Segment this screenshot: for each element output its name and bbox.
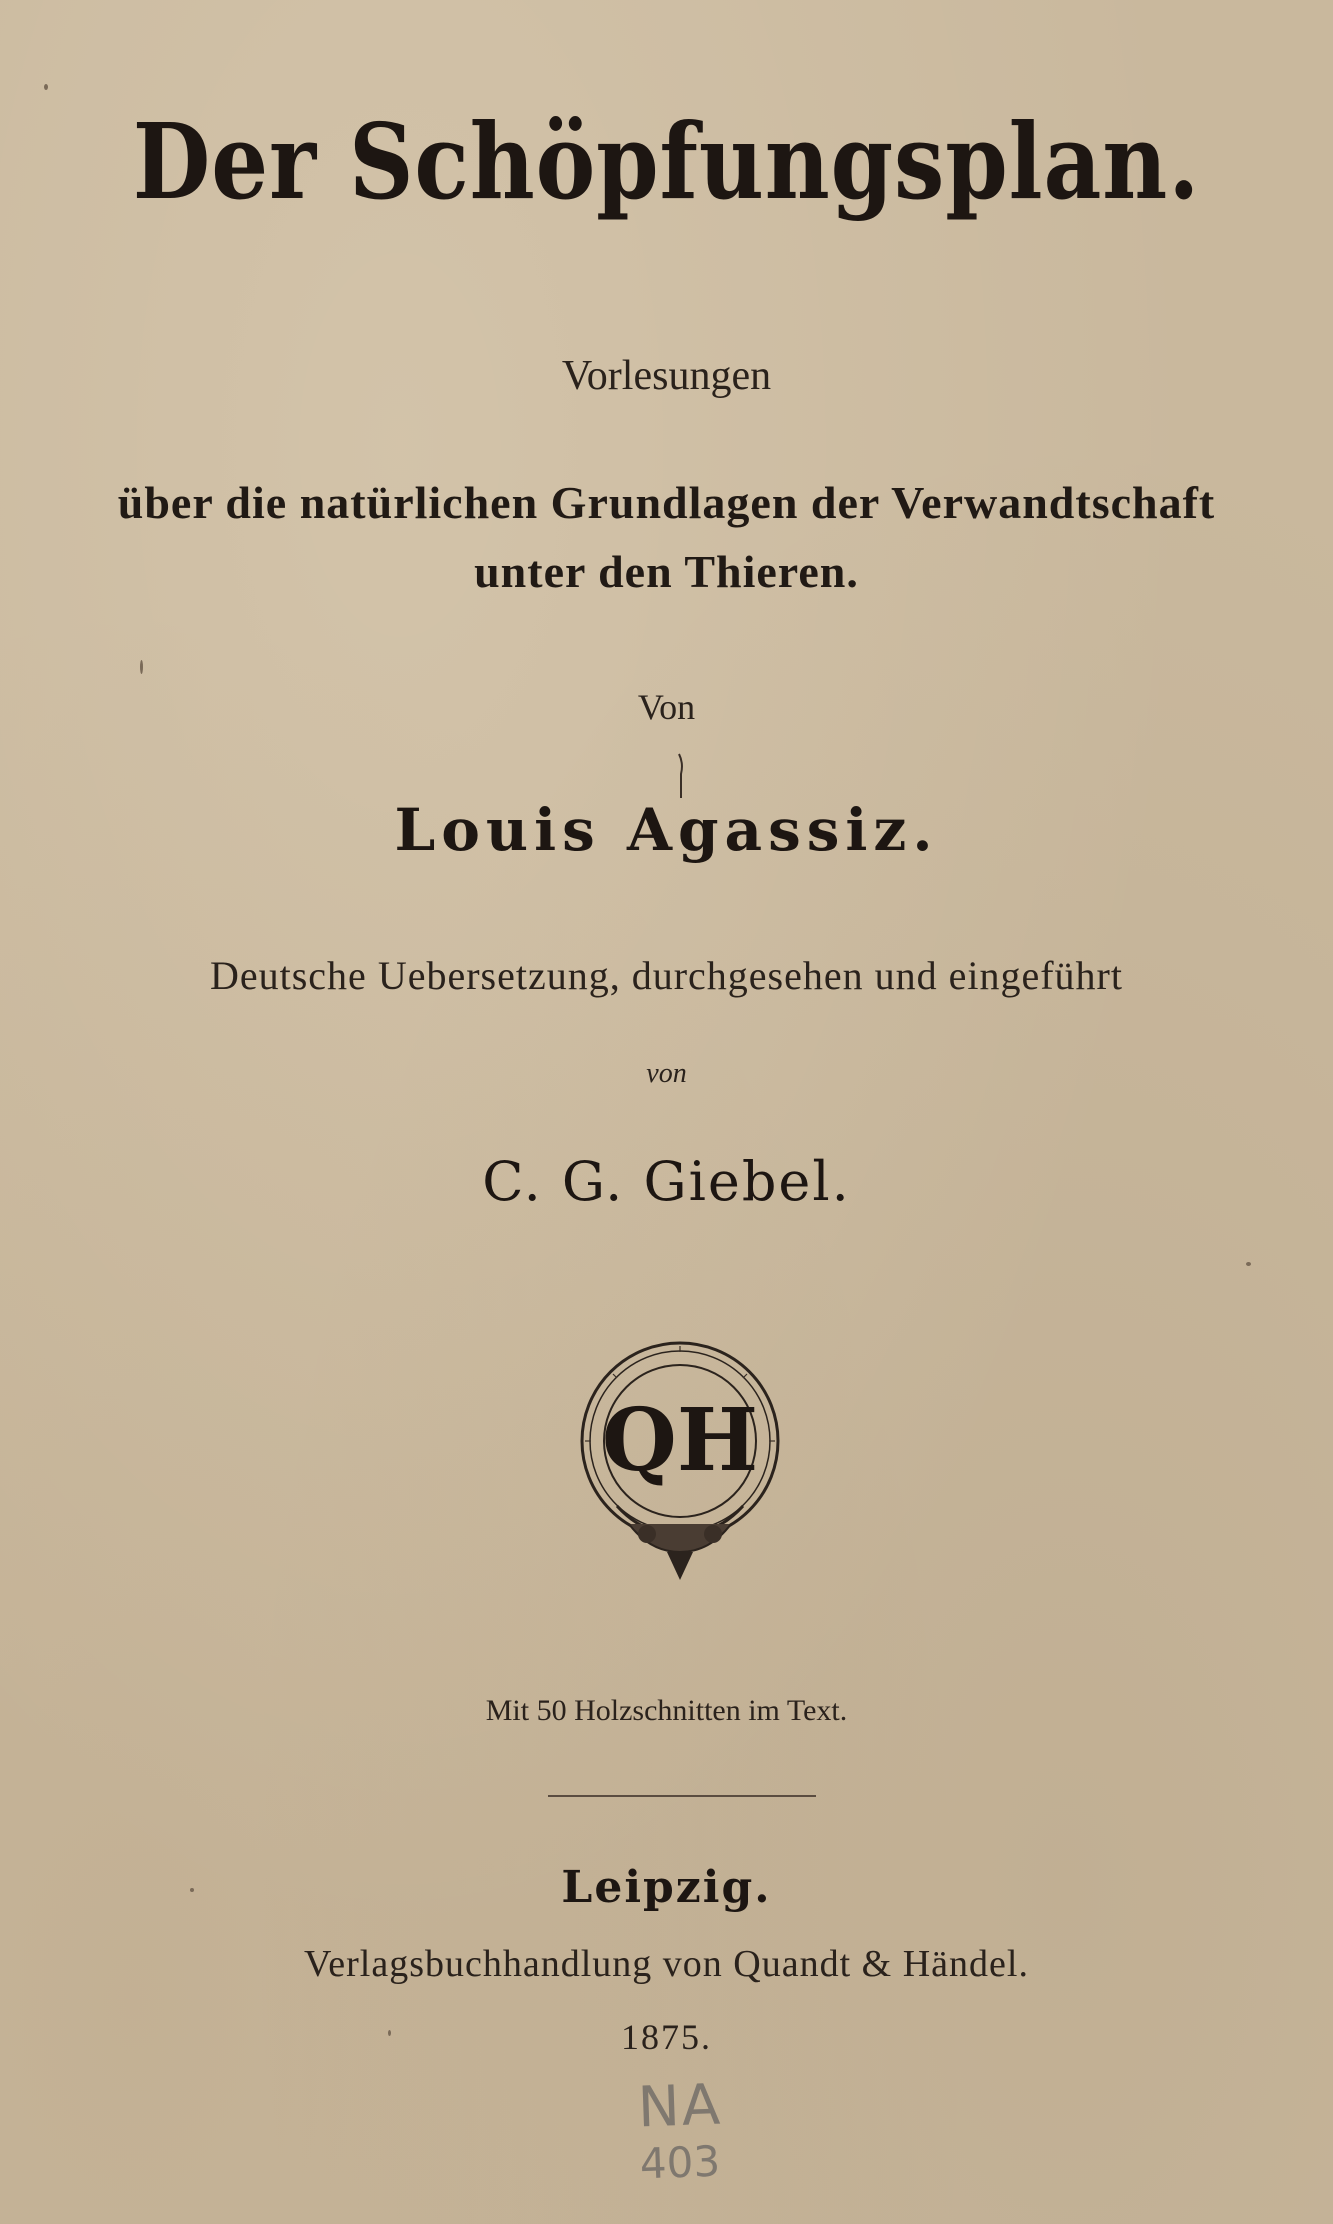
pencil-mark-icon bbox=[676, 752, 686, 800]
by-label-lower: von bbox=[646, 1058, 687, 1089]
divider-rule bbox=[548, 1795, 816, 1797]
shelfmark-line-2: 403 bbox=[639, 2136, 721, 2189]
paper-speck bbox=[190, 1888, 194, 1892]
paper-speck bbox=[1246, 1262, 1251, 1266]
publication-year: 1875. bbox=[621, 2017, 712, 2057]
shelfmark-line-1: NA bbox=[636, 2072, 724, 2141]
topic-line-2: unter den Thieren. bbox=[474, 546, 859, 597]
topic-line-1: über die natürlichen Grundlagen der Verwandtschaft bbox=[117, 477, 1216, 528]
author-name: Louis Agassiz. bbox=[394, 796, 939, 864]
monogram-letters: QH bbox=[601, 1390, 759, 1491]
publisher-emblem-icon bbox=[577, 1338, 783, 1584]
translation-note: Deutsche Uebersetzung, durchgesehen und eingeführt bbox=[209, 953, 1123, 998]
illustrations-note: Mit 50 Holzschnitten im Text. bbox=[485, 1694, 848, 1727]
paper-speck bbox=[140, 660, 143, 674]
book-title: Der Schöpfungsplan. bbox=[132, 100, 1201, 223]
publisher-name: Verlagsbuchhandlung von Quandt & Händel. bbox=[304, 1943, 1029, 1985]
paper-speck bbox=[44, 84, 48, 90]
translator-name: C. G. Giebel. bbox=[482, 1150, 851, 1213]
paper-speck bbox=[388, 2030, 391, 2036]
subtitle: Vorlesungen bbox=[561, 353, 772, 399]
by-label: Von bbox=[637, 687, 696, 727]
publication-city: Leipzig. bbox=[561, 1862, 772, 1913]
